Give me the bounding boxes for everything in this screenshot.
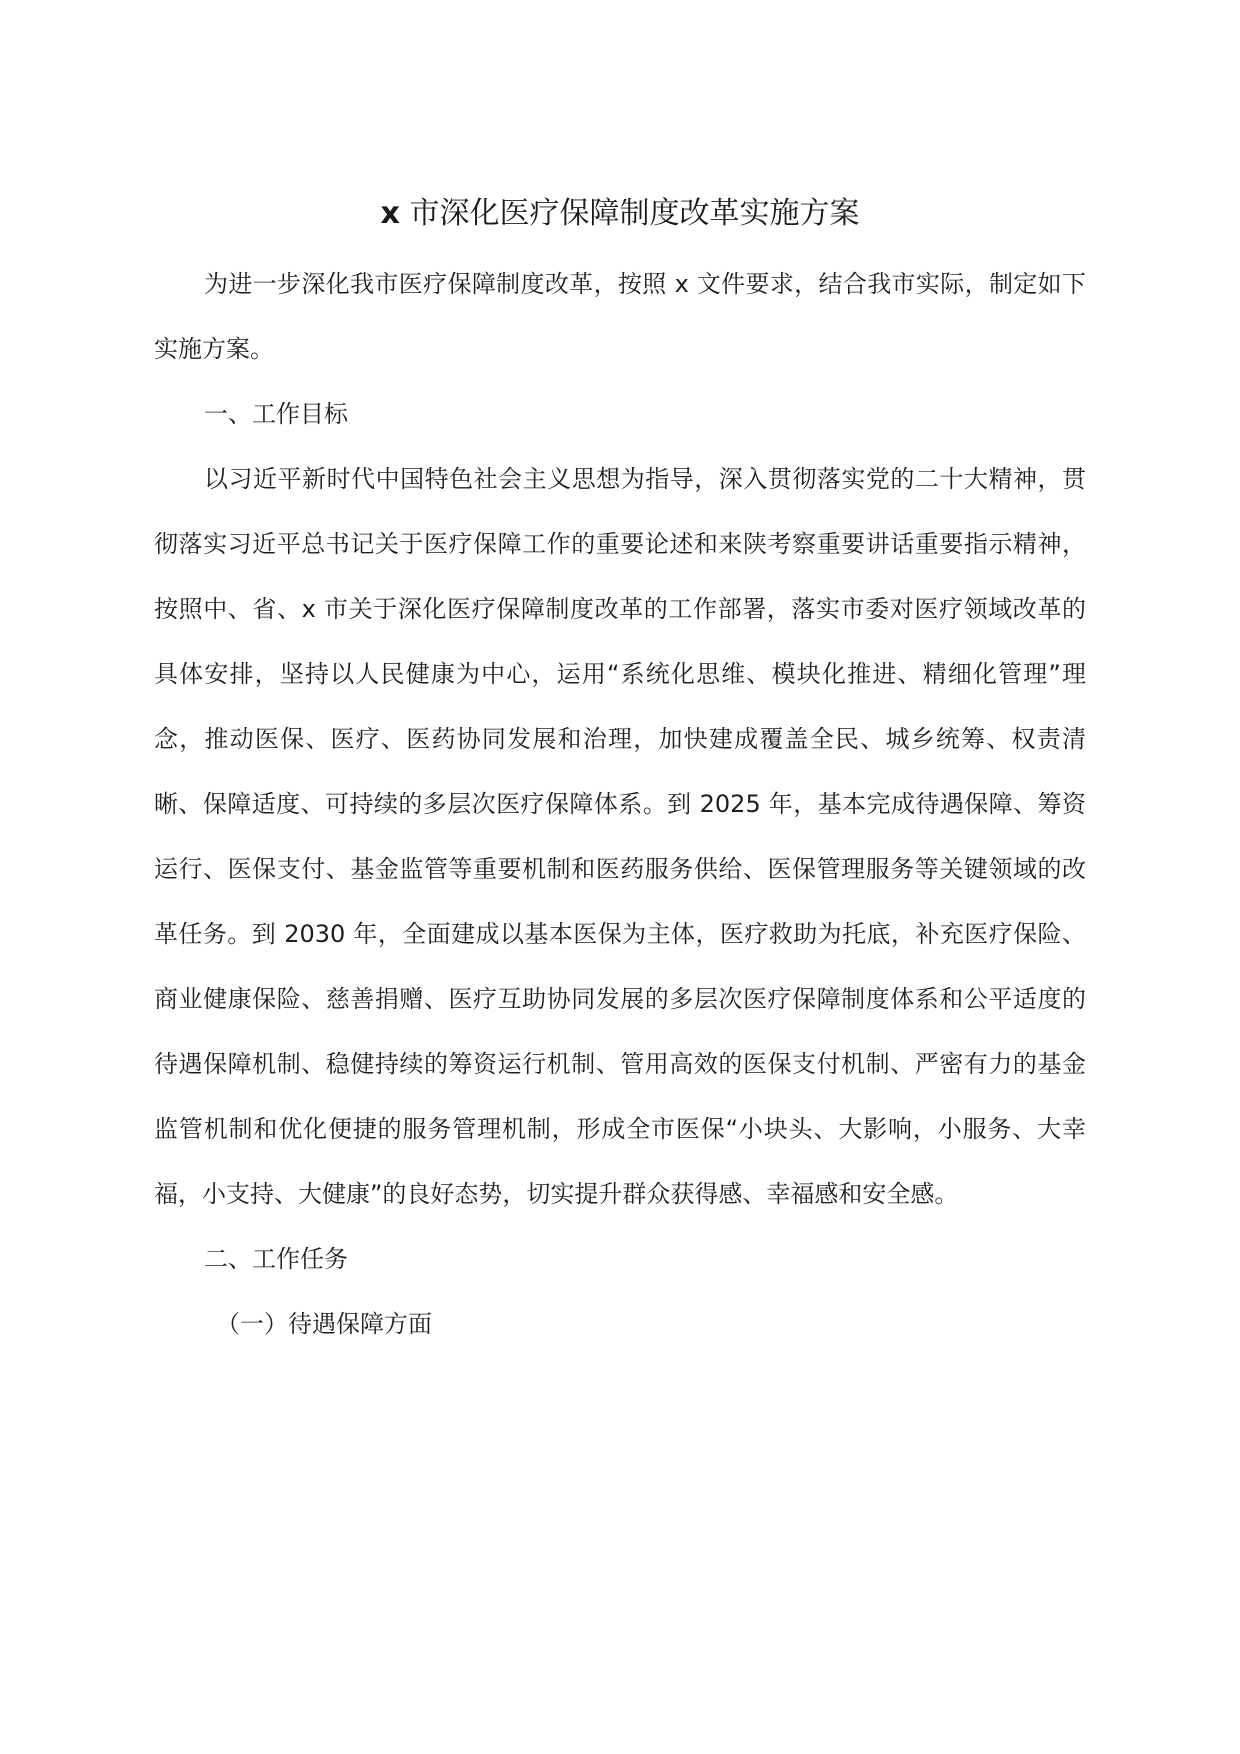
title-main: 市深化医疗保障制度改革实施方案: [409, 196, 860, 231]
document-title: [0, 190, 1240, 238]
section-heading-work-goals: 一、工作目标: [204, 400, 348, 428]
intro-paragraph: 为进一步深化我市医疗保障制度改革，按照 x 文件要求，结合我市实际，制定如下实施方案。: [154, 270, 1086, 363]
work-goals-paragraph: 以习近平新时代中国特色社会主义思想为指导，深入贯彻落实党的二十大精神，贯彻落实习近平总书记关于医疗保障工作的重要论述和来陕考察重要讲话重要指示精神，按照中、省、x 市关于深化医疗保障制度改革的工作部署，落实市委对医疗领域改革的具体安排，坚持以人民健康为中心，运用“系统化思维、模块化推进、精细化管理”理念，推动医保、医疗、医药协同发展和治理，加快建成覆盖全民、城乡统筹、权责清晰、保障适度、可持续的多层次医疗保障体系。到 2025 年，基本完成待遇保障、筹资运行、医保支付、基金监管等重要机制和医药服务供给、医保管理服务等关键领域的改革任务。到 2030 年，全面建成以基本医保为主体，医疗救助为托底，补充医疗保险、商业健康保险、慈善捐赠、医疗互助协同发展的多层次医疗保障制度体系和公平适度的待遇保障机制、稳健持续的筹资运行机制、管用高效的医保支付机制、严密有力的基金监管机制和优化便捷的服务管理机制，形成全市医保“小块头、大影响，小服务、大幸福，小支持、大健康”的良好态势，切实提升群众获得感、幸福感和安全感。: [154, 465, 1086, 1208]
subsection-heading-benefits: （一）待遇保障方面: [216, 1310, 432, 1338]
document-body: [154, 252, 1086, 1357]
section-heading-work-tasks: 二、工作任务: [204, 1245, 348, 1273]
title-prefix: x: [380, 196, 400, 231]
